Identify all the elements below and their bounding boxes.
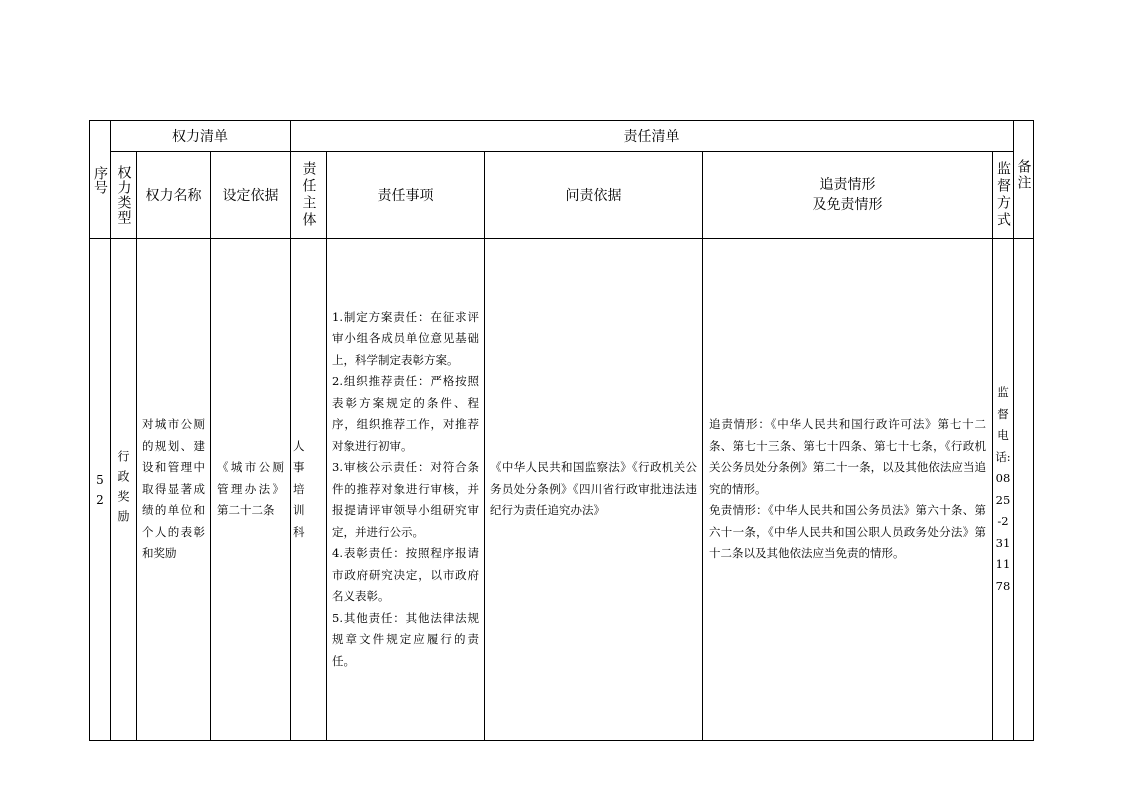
header-legal-basis-label: 设定依据 [222, 188, 279, 204]
header-serial-label: 序号 [92, 165, 108, 194]
row-power-type [111, 239, 136, 740]
header-group-resp-label: 责任清单 [623, 129, 680, 145]
row-supervision-value: 监督电话:0825-2311178 [995, 385, 1011, 593]
header-items-label: 责任事项 [377, 188, 434, 204]
row-legal-basis-value: 《城市公厕管理办法》第二十二条 [217, 460, 284, 518]
header-responsibility-items [327, 152, 484, 238]
header-supervision-label: 监督方式 [995, 161, 1011, 229]
header-responsible-subject [291, 152, 326, 238]
row-accountability-cases [703, 239, 992, 740]
table-border-bottom [89, 740, 1033, 741]
header-group-power-label: 权力清单 [172, 129, 228, 145]
row-serial-value: 5 2 [96, 472, 104, 507]
row-supervision-method [993, 239, 1013, 740]
row-items-value: 1.制定方案责任：在征求评审小组各成员单位意见基础上，科学制定表彰方案。 2.组织推荐责任：严格按照表彰方案规定的条件、程序，组织推荐工作，对推荐对象进行初审。 3.审核公示责任：对符合条件的推荐对象进行审核，并报提请评审领导小组研究审定，并进行公示。 4.表彰责任：按照程序报请市政府研究决定，以市政府名义表彰。 5.其他责任：其他法律法规规章文件规定应履行的责任。 [332, 309, 479, 668]
row-accountability-value: 《中华人民共和国监察法》《行政机关公务员处分条例》《四川省行政审批违法违纪行为责任追究办法》 [490, 460, 697, 518]
header-accountability-basis [485, 152, 702, 238]
row-cases-value: 追责情形：《中华人民共和国行政许可法》第七十二条、第七十三条、第七十四条、第七十七条，《行政机关公务员处分条例》第二十一条，以及其他依法应当追究的情形。 免责情形：《中华人民共和国公务员法》第六十条、第六十一条，《中华人民共和国公职人员政务处分法》第十二条以及其他依法应当免责的情形。 [709, 417, 986, 561]
header-remark-label: 备注 [1015, 159, 1032, 191]
col-line-10 [1033, 120, 1034, 741]
row-power-name-value: 对城市公厕的规划、建设和管理中取得显著成绩的单位和个人的表彰和奖励 [142, 417, 205, 561]
header-serial-number [90, 121, 110, 238]
row-power-type-value: 行政奖励 [116, 449, 130, 530]
header-power-type-label: 权力类型 [115, 165, 132, 225]
header-power-name [137, 152, 210, 238]
header-accountability-cases [703, 152, 992, 238]
header-power-type [111, 152, 136, 238]
row-serial-number [90, 239, 110, 740]
header-subject-label: 责任主体 [300, 161, 317, 229]
header-remark [1014, 121, 1033, 238]
row-responsibility-items [327, 239, 484, 740]
header-group-power-list [110, 121, 290, 151]
header-legal-basis [211, 152, 290, 238]
row-responsible-subject [291, 239, 326, 740]
row-subject-value: 人事培训科 [293, 438, 311, 539]
header-accountability-label: 问责依据 [565, 188, 622, 204]
header-group-responsibility-list [290, 121, 1013, 151]
row-remark [1014, 239, 1033, 740]
row-accountability-basis [485, 239, 702, 740]
header-power-name-label: 权力名称 [145, 188, 202, 204]
header-supervision-method [993, 152, 1013, 238]
row-legal-basis [211, 239, 290, 740]
header-cases-label: 追责情形 及免责情形 [812, 177, 883, 213]
row-power-name [137, 239, 210, 740]
